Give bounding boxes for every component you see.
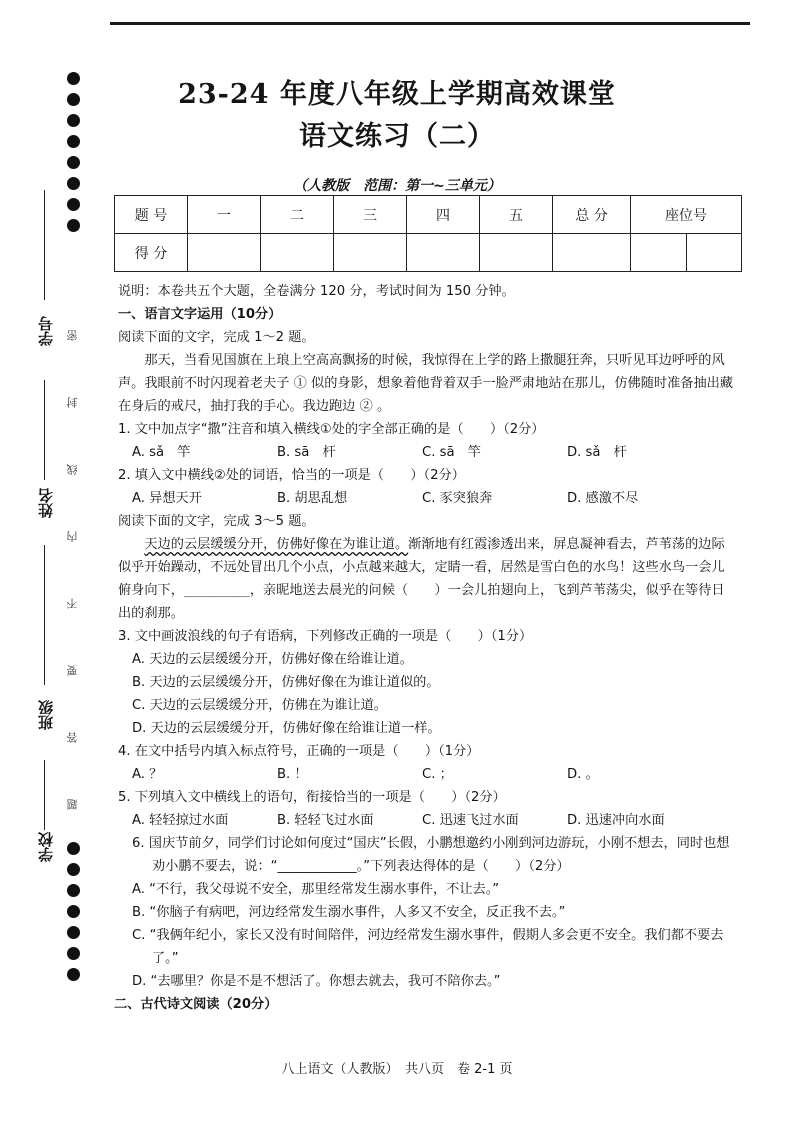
- option[interactable]: A. sǎ 竿: [132, 445, 191, 460]
- score-cell[interactable]: [553, 234, 631, 272]
- seat-cell[interactable]: [631, 234, 687, 272]
- option[interactable]: C. ；: [422, 767, 453, 782]
- option[interactable]: D. sǎ 杆: [567, 445, 627, 460]
- score-cell[interactable]: [480, 234, 553, 272]
- q1-options: [118, 441, 733, 464]
- question-3: 3. 文中画波浪线的句子有语病，下列修改正确的一项是（ ）（1分）: [118, 629, 533, 644]
- option[interactable]: C. sā 竿: [422, 445, 481, 460]
- score-col-header: 总 分: [553, 196, 631, 234]
- binding-hole: [67, 968, 80, 981]
- option[interactable]: B. 胡思乱想: [277, 491, 348, 506]
- score-col-header: 三: [334, 196, 407, 234]
- score-row-label: 题 号: [115, 196, 188, 234]
- score-cell[interactable]: [261, 234, 334, 272]
- binding-hole: [67, 842, 80, 855]
- class-label: 班级: [37, 700, 55, 730]
- q5-options: [118, 809, 733, 832]
- option[interactable]: C. 天边的云层缓缓分开，仿佛在为谁让道。: [132, 698, 387, 713]
- passage-text: 渐渐地有红霞渗透出来，屏息凝神看去，芦苇荡的边际似乎开始躁动，不远处冒出几个小点，小点越来越大，定睛一看，居然是雪白色的水鸟！这些水鸟一会儿俯身向下，__________，亲昵地送去晨光的问候（ ）一会儿拍翅向上，飞到芦苇荡尖，似乎在等待日出的刹那。: [118, 537, 725, 621]
- option[interactable]: A. 轻轻掠过水面: [132, 813, 229, 828]
- score-col-header: 四: [407, 196, 480, 234]
- option[interactable]: D. “去哪里？你是不是不想活了。你想去就去，我可不陪你去。”: [132, 974, 501, 989]
- school-label: 学校: [37, 832, 55, 862]
- option[interactable]: B. sā 杆: [277, 445, 336, 460]
- binding-hole: [67, 905, 80, 918]
- question-2: 2. 填入文中横线②处的词语，恰当的一项是（ ）（2分）: [118, 468, 465, 483]
- fill-line: [44, 760, 45, 830]
- option[interactable]: B. “你脑子有病吧，河边经常发生溺水事件，人多又不安全，反正我不去。”: [132, 905, 566, 920]
- score-cell[interactable]: [334, 234, 407, 272]
- option[interactable]: C. 迅速飞过水面: [422, 813, 519, 828]
- name-label: 姓名: [37, 488, 55, 518]
- page-title: 23-24 年度八年级上学期高效课堂: [178, 79, 616, 110]
- score-row-label: 得 分: [115, 234, 188, 272]
- option[interactable]: C. “我俩年纪小，家长又没有时间陪伴，河边经常发生溺水事件，假期人多会更不安全。我们都不要去了。”: [132, 928, 724, 966]
- seal-line-text: 题答要不内线封密: [66, 274, 79, 810]
- option[interactable]: B. 轻轻飞过水面: [277, 813, 374, 828]
- seat-cell[interactable]: [686, 234, 742, 272]
- option[interactable]: C. 豕突狼奔: [422, 491, 493, 506]
- binding-hole: [67, 884, 80, 897]
- page-subtitle: 语文练习（二）: [299, 121, 495, 152]
- option[interactable]: A. “不行，我父母说不安全，那里经常发生溺水事件，不让去。”: [132, 882, 500, 897]
- score-col-header: 二: [261, 196, 334, 234]
- q4-options: [118, 763, 733, 786]
- reading-intro: 阅读下面的文字，完成 1～2 题。: [118, 330, 315, 345]
- top-rule: [110, 22, 750, 25]
- option[interactable]: A. 天边的云层缓缓分开，仿佛好像在给谁让道。: [132, 652, 413, 667]
- binding-hole: [67, 863, 80, 876]
- section-heading: 一、语言文字运用（10分）: [118, 307, 282, 322]
- seat-table: [630, 195, 742, 272]
- score-table: [114, 195, 631, 272]
- option[interactable]: D. 。: [567, 767, 599, 782]
- reading-passage: 那天，当看见国旗在上琅上空高高飘扬的时候，我惊得在上学的路上撒腿狂奔，只听见耳边呼呼的风声。我眼前不时闪现着老夫子 ① 似的身影，想象着他背着双手一脸严肃地站在那儿，仿佛随时准备抽出藏在身后的戒尺，抽打我的手心。我边跑边 ② 。: [118, 353, 734, 414]
- question-6: 6. 国庆节前夕，同学们讨论如何度过“国庆”长假，小鹏想邀约小刚到河边游玩，小刚不想去，同时也想劝小鹏不要去，说：“____________。”下列表达得体的是（ ）（2分）: [132, 836, 730, 874]
- option[interactable]: B. ！: [277, 767, 308, 782]
- score-col-header: 一: [188, 196, 261, 234]
- score-cell[interactable]: [407, 234, 480, 272]
- edition-scope: （人教版 范围：第一~三单元）: [293, 178, 501, 194]
- binding-hole: [67, 926, 80, 939]
- score-col-header: 五: [480, 196, 553, 234]
- option[interactable]: A. ？: [132, 767, 163, 782]
- score-cell[interactable]: [188, 234, 261, 272]
- option[interactable]: D. 天边的云层缓缓分开，仿佛好像在给谁让道一样。: [132, 721, 441, 736]
- question-1: 1. 文中加点字“撒”注音和填入横线①处的字全部正确的是（ ）（2分）: [118, 422, 545, 437]
- section-heading: 二、古代诗文阅读（20分）: [114, 997, 278, 1012]
- student-id-label: 学号: [37, 316, 55, 346]
- fill-line: [44, 190, 45, 300]
- page-footer: 八上语文（人教版） 共八页 卷 2-1 页: [281, 1062, 513, 1077]
- binding-hole: [67, 219, 80, 232]
- binding-hole: [67, 947, 80, 960]
- seat-label: 座位号: [631, 196, 742, 234]
- question-4: 4. 在文中括号内填入标点符号，正确的一项是（ ）（1分）: [118, 744, 480, 759]
- option[interactable]: D. 感激不尽: [567, 491, 639, 506]
- option[interactable]: A. 异想天开: [132, 491, 202, 506]
- question-5: 5. 下列填入文中横线上的语句，衔接恰当的一项是（ ）（2分）: [118, 790, 506, 805]
- exam-content: [114, 280, 734, 1016]
- instructions: 说明：本卷共五个大题，全卷满分 120 分，考试时间为 150 分钟。: [118, 284, 515, 299]
- binding-hole: [67, 156, 80, 169]
- reading-passage: [118, 533, 733, 625]
- binding-hole: [67, 198, 80, 211]
- reading-intro: 阅读下面的文字，完成 3～5 题。: [118, 514, 315, 529]
- fill-line: [44, 380, 45, 480]
- binding-margin: [0, 0, 108, 1124]
- option[interactable]: B. 天边的云层缓缓分开，仿佛好像在为谁让道似的。: [132, 675, 440, 690]
- q2-options: [118, 487, 733, 510]
- fill-line: [44, 545, 45, 685]
- option[interactable]: D. 迅速冲向水面: [567, 813, 665, 828]
- wavy-underlined-sentence: 天边的云层缓缓分开，仿佛好像在为谁让道。: [144, 537, 409, 552]
